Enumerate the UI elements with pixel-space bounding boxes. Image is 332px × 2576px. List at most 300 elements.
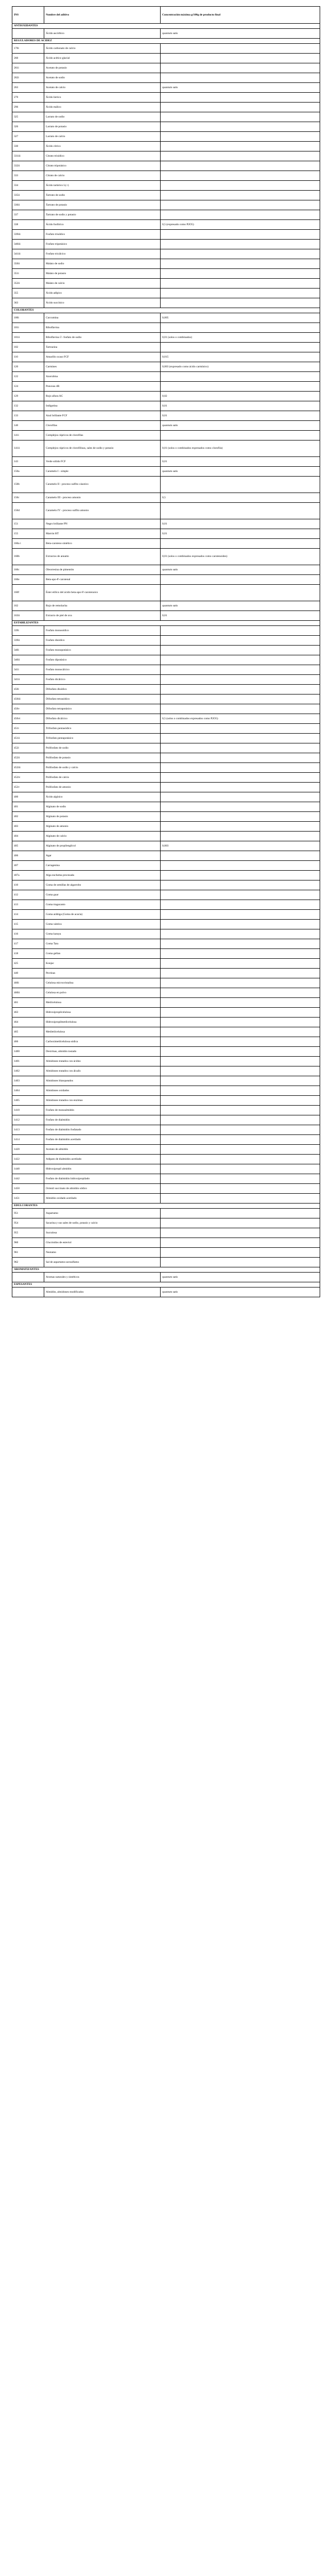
- table-row: [12, 493, 320, 503]
- cell-ins: 461: [12, 998, 44, 1008]
- cell-name: Ácido adípico: [44, 289, 161, 298]
- cell-concentration: quantum satis: [161, 601, 320, 611]
- cell-name: Oleorresina de pimentón: [44, 565, 161, 575]
- table-row: [12, 949, 320, 959]
- cell-name: Amarillo ocaso FCF: [44, 352, 161, 362]
- cell-ins: 263: [12, 83, 44, 93]
- table-row: [12, 675, 320, 685]
- table-row: [12, 549, 320, 565]
- cell-name: Trifosfato pentasódico: [44, 724, 161, 734]
- cell-ins: [12, 29, 44, 39]
- cell-ins: 270: [12, 93, 44, 103]
- cell-concentration: [161, 783, 320, 792]
- table-row: [12, 539, 320, 549]
- cell-name: Ponceau 4R: [44, 382, 161, 392]
- section-header-row: [12, 39, 320, 44]
- table-row: [12, 259, 320, 269]
- cell-name: Polifosfato de sodio y calcio: [44, 763, 161, 773]
- cell-ins: 1451: [12, 1194, 44, 1204]
- table-row: [12, 230, 320, 240]
- cell-name: Fosfato de dialmidón hidroxipropilado: [44, 1174, 161, 1184]
- table-row: [12, 969, 320, 978]
- cell-name: Goma Tara: [44, 939, 161, 949]
- cell-ins: 339i: [12, 626, 44, 636]
- cell-concentration: [161, 646, 320, 655]
- cell-name: Fosfato trisódico: [44, 230, 161, 240]
- cell-ins: 101ii: [12, 333, 44, 343]
- cell-concentration: [161, 161, 320, 171]
- cell-concentration: [161, 44, 320, 54]
- cell-concentration: quantum satis: [161, 83, 320, 93]
- cell-concentration: [161, 230, 320, 240]
- cell-ins: 325: [12, 112, 44, 122]
- cell-concentration: [161, 871, 320, 880]
- cell-name: Marrón HT: [44, 529, 161, 539]
- cell-name: Almidones tratados con ácidos: [44, 1057, 161, 1066]
- cell-ins: 110: [12, 352, 44, 362]
- cell-name: Acetato de almidón: [44, 1145, 161, 1155]
- cell-concentration: [161, 939, 320, 949]
- table-row: [12, 900, 320, 910]
- cell-concentration: [161, 279, 320, 289]
- cell-name: Goma de semillas de algarrobo: [44, 880, 161, 890]
- cell-ins: 334: [12, 181, 44, 191]
- cell-ins: 962: [12, 1258, 44, 1267]
- cell-name: Ácido tartárico L(+): [44, 181, 161, 191]
- table-row: [12, 890, 320, 900]
- cell-concentration: quantum satis: [161, 29, 320, 39]
- cell-ins: 450vi: [12, 714, 44, 724]
- table-row: [12, 1194, 320, 1204]
- cell-name: Tartrato de sodio y potasio: [44, 210, 161, 220]
- cell-ins: 407a: [12, 871, 44, 880]
- table-row: [12, 1066, 320, 1076]
- table-row: [12, 1008, 320, 1018]
- table-row: [12, 1047, 320, 1057]
- table-row: [12, 457, 320, 467]
- table-row: [12, 1273, 320, 1282]
- cell-ins: 400: [12, 792, 44, 802]
- cell-name: Tartrazina: [44, 343, 161, 352]
- cell-name: Alginato de propilenglicol: [44, 841, 161, 851]
- table-row: [12, 1184, 320, 1194]
- cell-name: Glucósidos de esteviol: [44, 1238, 161, 1248]
- cell-concentration: 0,01: [161, 401, 320, 411]
- cell-concentration: [161, 959, 320, 969]
- cell-name: Difosfato dicálcico: [44, 714, 161, 724]
- cell-ins: 954: [12, 1218, 44, 1228]
- table-row: [12, 792, 320, 802]
- cell-concentration: 0,01 (solos o combinados expresados como clorofila): [161, 440, 320, 457]
- cell-ins: 350ii: [12, 259, 44, 269]
- cell-concentration: 0,01: [161, 411, 320, 421]
- cell-concentration: 0,01: [161, 519, 320, 529]
- section-header-row: [12, 1267, 320, 1273]
- table-row: [12, 392, 320, 401]
- cell-concentration: 0,5 (expresado como P2O5): [161, 220, 320, 230]
- cell-name: Malato de sodio: [44, 259, 161, 269]
- cell-ins: 960: [12, 1238, 44, 1248]
- table-row: [12, 1115, 320, 1125]
- cell-concentration: [161, 1096, 320, 1106]
- cell-name: Citrato de calcio: [44, 171, 161, 181]
- cell-name: Goma karaya: [44, 929, 161, 939]
- cell-ins: 1450: [12, 1184, 44, 1194]
- table-row: [12, 298, 320, 308]
- table-header-row: [12, 7, 320, 24]
- cell-ins: 341ii: [12, 675, 44, 685]
- table-row: [12, 1258, 320, 1267]
- cell-ins: 416: [12, 929, 44, 939]
- cell-name: Fosfato monosódico: [44, 626, 161, 636]
- cell-ins: 961: [12, 1248, 44, 1258]
- cell-name: Negro brillante PN: [44, 519, 161, 529]
- table-row: [12, 851, 320, 861]
- cell-ins: 401: [12, 802, 44, 812]
- cell-concentration: [161, 181, 320, 191]
- table-row: [12, 323, 320, 333]
- cell-ins: 412: [12, 890, 44, 900]
- cell-name: Fosfato de monoalmidón: [44, 1106, 161, 1115]
- cell-ins: 341i: [12, 665, 44, 675]
- cell-ins: 331iii: [12, 151, 44, 161]
- cell-ins: 351i: [12, 269, 44, 279]
- cell-name: Almidones tratados con álcalis: [44, 1066, 161, 1076]
- cell-name: Fosfato de dialmidón: [44, 1115, 161, 1125]
- cell-ins: 102: [12, 343, 44, 352]
- cell-name: Goma arábiga (Goma de acacia): [44, 910, 161, 920]
- cell-ins: 951: [12, 1209, 44, 1218]
- cell-concentration: [161, 372, 320, 382]
- cell-ins: 451i: [12, 724, 44, 734]
- cell-concentration: [161, 998, 320, 1008]
- cell-concentration: [161, 1115, 320, 1125]
- cell-ins: 120: [12, 362, 44, 372]
- cell-name: Fosfato dicálcico: [44, 675, 161, 685]
- cell-ins: 1422: [12, 1155, 44, 1164]
- cell-ins: 326: [12, 122, 44, 132]
- cell-ins: 415: [12, 920, 44, 929]
- cell-concentration: [161, 1145, 320, 1155]
- cell-concentration: [161, 812, 320, 822]
- table-row: [12, 1027, 320, 1037]
- cell-name: Trifosfato pentapotásico: [44, 734, 161, 743]
- cell-name: Fosfato de dialmidón fosfatado: [44, 1125, 161, 1135]
- cell-ins: 417: [12, 939, 44, 949]
- cell-name: Ácido cítrico: [44, 142, 161, 151]
- cell-ins: 141ii: [12, 440, 44, 457]
- cell-concentration: [161, 910, 320, 920]
- cell-ins: 160c: [12, 565, 44, 575]
- cell-name: Carragenina: [44, 861, 161, 871]
- table-row: [12, 920, 320, 929]
- cell-concentration: [161, 1106, 320, 1115]
- cell-name: Hidroxipropilcelulosa: [44, 1008, 161, 1018]
- table-row: [12, 575, 320, 585]
- cell-name: Fosfato monocálcico: [44, 665, 161, 675]
- cell-concentration: [161, 240, 320, 249]
- cell-concentration: [161, 200, 320, 210]
- table-row: [12, 210, 320, 220]
- table-row: [12, 832, 320, 841]
- table-row: [12, 269, 320, 279]
- cell-name: Fosfato tripotásico: [44, 240, 161, 249]
- cell-concentration: [161, 539, 320, 549]
- cell-ins: 170i: [12, 44, 44, 54]
- cell-ins: 160a i: [12, 539, 44, 549]
- cell-ins: 150d: [12, 503, 44, 519]
- table-row: [12, 861, 320, 871]
- table-row: [12, 998, 320, 1008]
- table-row: [12, 802, 320, 812]
- cell-concentration: [161, 1155, 320, 1164]
- table-row: [12, 279, 320, 289]
- cell-concentration: [161, 259, 320, 269]
- table-row: [12, 191, 320, 200]
- cell-concentration: 0,01: [161, 529, 320, 539]
- table-row: [12, 929, 320, 939]
- section-title: COLORANTES: [12, 308, 320, 313]
- cell-name: Riboflavina: [44, 323, 161, 333]
- cell-concentration: [161, 73, 320, 83]
- table-row: [12, 714, 320, 724]
- table-row: [12, 200, 320, 210]
- table-row: [12, 29, 320, 39]
- cell-name: Curcumina: [44, 313, 161, 323]
- cell-name: Konjac: [44, 959, 161, 969]
- section-title: REGULADORES DE ACIDEZ: [12, 39, 320, 44]
- cell-concentration: [161, 1125, 320, 1135]
- cell-ins: 141i: [12, 431, 44, 440]
- cell-name: Polifosfato de amonio: [44, 783, 161, 792]
- table-row: [12, 1086, 320, 1096]
- table-row: [12, 362, 320, 372]
- table-row: [12, 240, 320, 249]
- cell-name: Hidroxipropil almidón: [44, 1164, 161, 1174]
- cell-concentration: quantum satis: [161, 421, 320, 431]
- header-concentration: Concentración máxima g/100g de producto final: [161, 7, 320, 24]
- cell-concentration: [161, 1008, 320, 1018]
- cell-ins: 404: [12, 832, 44, 841]
- section-header-row: [12, 621, 320, 626]
- cell-name: Hidroxipropilmetilcelulosa: [44, 1018, 161, 1027]
- cell-ins: 262i: [12, 73, 44, 83]
- cell-ins: 1442: [12, 1174, 44, 1184]
- cell-concentration: [161, 142, 320, 151]
- cell-ins: 1400: [12, 1047, 44, 1057]
- cell-concentration: [161, 1066, 320, 1076]
- cell-ins: 450i: [12, 685, 44, 694]
- cell-concentration: [161, 832, 320, 841]
- cell-concentration: 0,015: [161, 352, 320, 362]
- cell-concentration: [161, 734, 320, 743]
- table-row: [12, 220, 320, 230]
- cell-ins: 452iii: [12, 763, 44, 773]
- cell-ins: 1401: [12, 1057, 44, 1066]
- cell-concentration: [161, 431, 320, 440]
- section-header-row: [12, 24, 320, 29]
- cell-ins: 413: [12, 900, 44, 910]
- cell-concentration: quantum satis: [161, 1273, 320, 1282]
- cell-ins: 403: [12, 822, 44, 832]
- cell-ins: 402: [12, 812, 44, 822]
- table-row: [12, 1218, 320, 1228]
- cell-ins: 955: [12, 1228, 44, 1238]
- cell-ins: 440: [12, 969, 44, 978]
- cell-name: Polifosfato de calcio: [44, 773, 161, 783]
- cell-name: Difosfato tetrapotásico: [44, 704, 161, 714]
- cell-concentration: [161, 477, 320, 493]
- cell-concentration: [161, 851, 320, 861]
- table-row: [12, 611, 320, 621]
- cell-name: Clorofilas: [44, 421, 161, 431]
- cell-ins: 340ii: [12, 655, 44, 665]
- cell-name: Tartrato de sodio: [44, 191, 161, 200]
- table-row: [12, 646, 320, 655]
- cell-name: Azul brillante FCF: [44, 411, 161, 421]
- cell-concentration: [161, 969, 320, 978]
- table-row: [12, 910, 320, 920]
- cell-name: Caramelo IV - proceso sulfito amonio: [44, 503, 161, 519]
- cell-name: Ácido succínico: [44, 298, 161, 308]
- cell-concentration: [161, 753, 320, 763]
- cell-ins: 452iv: [12, 773, 44, 783]
- cell-concentration: [161, 988, 320, 998]
- section-title: ESPESANTES: [12, 1282, 320, 1287]
- table-row: [12, 988, 320, 998]
- cell-name: Octenil succinato de almidón sódico: [44, 1184, 161, 1194]
- cell-concentration: [161, 585, 320, 601]
- cell-name: Sacarina y sus sales de sodio, potasio y calcio: [44, 1218, 161, 1228]
- cell-ins: 418: [12, 949, 44, 959]
- cell-name: Complejos cúpricos de clorofilas: [44, 431, 161, 440]
- cell-name: Alginato de amonio: [44, 822, 161, 832]
- table-row: [12, 411, 320, 421]
- table-row: [12, 73, 320, 83]
- cell-concentration: 0,5: [161, 493, 320, 503]
- table-row: [12, 1145, 320, 1155]
- cell-concentration: [161, 191, 320, 200]
- table-row: [12, 880, 320, 890]
- cell-concentration: 0,5 (solos o combinados expresados como P2O5): [161, 714, 320, 724]
- table-row: [12, 655, 320, 665]
- cell-concentration: [161, 1076, 320, 1086]
- cell-ins: 451ii: [12, 734, 44, 743]
- cell-ins: 143: [12, 457, 44, 467]
- cell-concentration: [161, 103, 320, 112]
- table-row: [12, 431, 320, 440]
- cell-ins: 133: [12, 411, 44, 421]
- cell-ins: 150c: [12, 493, 44, 503]
- cell-concentration: [161, 1174, 320, 1184]
- table-row: [12, 1135, 320, 1145]
- cell-ins: 450iii: [12, 694, 44, 704]
- table-row: [12, 753, 320, 763]
- table-row: [12, 1174, 320, 1184]
- cell-name: Ácido fosfórico: [44, 220, 161, 230]
- table-row: [12, 421, 320, 431]
- cell-ins: 340iii: [12, 240, 44, 249]
- cell-concentration: [161, 1037, 320, 1047]
- cell-name: Almidones oxidados: [44, 1086, 161, 1096]
- cell-concentration: [161, 382, 320, 392]
- cell-ins: 340i: [12, 646, 44, 655]
- cell-concentration: [161, 773, 320, 783]
- table-row: [12, 601, 320, 611]
- cell-ins: 336ii: [12, 200, 44, 210]
- cell-concentration: [161, 675, 320, 685]
- cell-ins: 338: [12, 220, 44, 230]
- table-row: [12, 783, 320, 792]
- cell-ins: 332ii: [12, 161, 44, 171]
- table-row: [12, 529, 320, 539]
- cell-ins: 160e: [12, 575, 44, 585]
- cell-ins: 1414: [12, 1135, 44, 1145]
- cell-concentration: [161, 249, 320, 259]
- cell-ins: [12, 1287, 44, 1297]
- cell-ins: 339ii: [12, 636, 44, 646]
- table-row: [12, 519, 320, 529]
- cell-concentration: [161, 763, 320, 773]
- cell-name: Tartrato de potasio: [44, 200, 161, 210]
- table-row: [12, 93, 320, 103]
- cell-concentration: [161, 122, 320, 132]
- cell-name: Polifosfato de sodio: [44, 743, 161, 753]
- table-row: [12, 1057, 320, 1066]
- table-row: [12, 1096, 320, 1106]
- table-row: [12, 142, 320, 151]
- cell-concentration: [161, 1258, 320, 1267]
- cell-name: Fosfato de dialmidón acetilado: [44, 1135, 161, 1145]
- cell-name: Ácido algínico: [44, 792, 161, 802]
- cell-ins: 163ii: [12, 611, 44, 621]
- cell-concentration: [161, 1184, 320, 1194]
- table-row: [12, 773, 320, 783]
- table-row: [12, 1037, 320, 1047]
- table-row: [12, 1125, 320, 1135]
- cell-name: Agar: [44, 851, 161, 861]
- cell-concentration: [161, 1086, 320, 1096]
- cell-concentration: quantum satis: [161, 565, 320, 575]
- table-row: [12, 626, 320, 636]
- cell-ins: 464: [12, 1018, 44, 1027]
- cell-concentration: 0,003: [161, 841, 320, 851]
- cell-name: Malato de calcio: [44, 279, 161, 289]
- cell-ins: 129: [12, 392, 44, 401]
- cell-concentration: [161, 151, 320, 161]
- table-row: [12, 665, 320, 675]
- table-row: [12, 939, 320, 949]
- cell-concentration: [161, 63, 320, 73]
- cell-concentration: 0,01: [161, 457, 320, 467]
- table-row: [12, 694, 320, 704]
- cell-name: Dextrinas, almidón tostado: [44, 1047, 161, 1057]
- cell-ins: 466: [12, 1037, 44, 1047]
- cell-name: Complejos cúpricos de clorofilinas, sales de sodio y potasio: [44, 440, 161, 457]
- cell-ins: 450v: [12, 704, 44, 714]
- cell-name: Almidón, almidones modificados: [44, 1287, 161, 1297]
- cell-concentration: [161, 298, 320, 308]
- cell-ins: 122: [12, 372, 44, 382]
- cell-name: Alginato de potasio: [44, 812, 161, 822]
- cell-name: Caramelo III - proceso amonio: [44, 493, 161, 503]
- table-row: [12, 822, 320, 832]
- cell-concentration: [161, 724, 320, 734]
- cell-ins: 337: [12, 210, 44, 220]
- cell-name: Goma guar: [44, 890, 161, 900]
- cell-concentration: [161, 636, 320, 646]
- table-row: [12, 343, 320, 352]
